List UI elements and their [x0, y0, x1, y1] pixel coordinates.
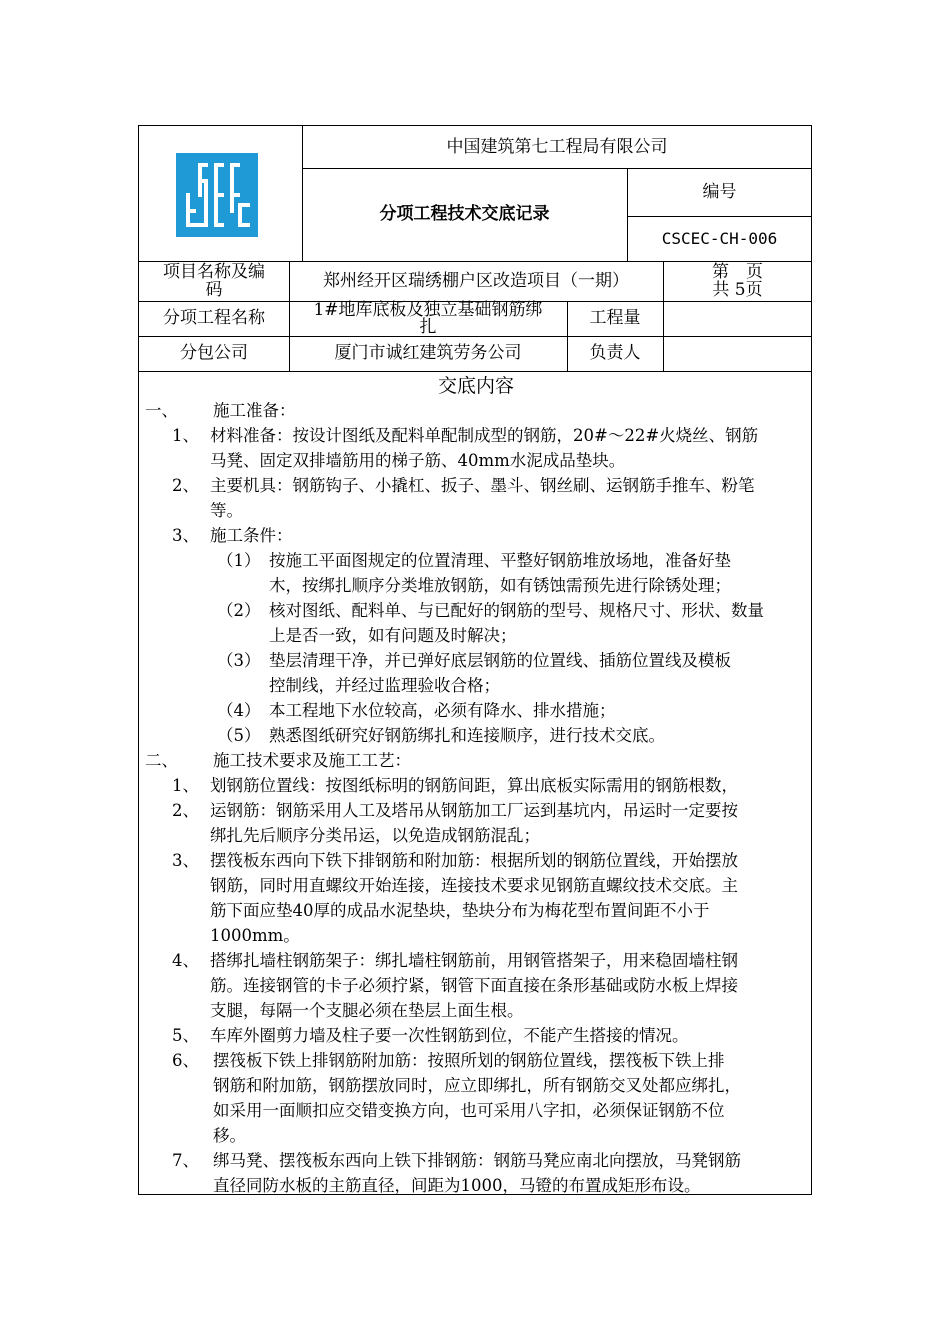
item-text: 搭绑扎墙柱钢筋架子：绑扎墙柱钢筋前，用钢管搭架子，用来稳固墙柱钢	[210, 951, 738, 970]
cscec-logo-mark	[176, 153, 258, 237]
project-label-line: 码	[205, 280, 223, 300]
responsible-label: 负责人	[589, 343, 641, 363]
item-text: 摆筏板东西向下铁下排钢筋和附加筋：根据所划的钢筋位置线，开始摆放	[210, 851, 738, 870]
item-number: 1、	[172, 426, 199, 445]
item-text: 支腿，每隔一个支腿必须在垫层上面生根。	[210, 1001, 524, 1020]
condition-number: （2）	[217, 601, 261, 620]
subitem-label: 分项工程名称	[163, 308, 265, 328]
subitem-value	[289, 301, 567, 336]
item-number: 3、	[172, 526, 199, 545]
item-number: 3、	[172, 851, 199, 870]
page-info	[663, 261, 812, 301]
subcontractor-value: 厦门市诚红建筑劳务公司	[334, 343, 522, 363]
item-text: 车库外圈剪力墙及柱子要一次性钢筋到位，不能产生搭接的情况。	[210, 1026, 689, 1045]
item-text: 主要机具：钢筋钩子、小撬杠、扳子、墨斗、钢丝刷、运钢筋手推车、粉笔	[210, 476, 755, 495]
item-text: 直径同防水板的主筋直径，间距为1000，马镫的布置成矩形布设。	[213, 1176, 701, 1195]
cscec-logo-icon	[176, 153, 258, 237]
section-title: 施工准备：	[213, 401, 296, 420]
divider	[139, 371, 812, 372]
item-text: 移。	[213, 1126, 246, 1145]
item-text: 运钢筋：钢筋采用人工及塔吊从钢筋加工厂运到基坑内，吊运时一定要按	[210, 801, 738, 820]
condition-text: 木，按绑扎顺序分类堆放钢筋，如有锈蚀需预先进行除锈处理；	[269, 576, 731, 595]
item-text: 绑扎先后顺序分类吊运，以免造成钢筋混乱；	[210, 826, 540, 845]
item-text: 摆筏板下铁上排钢筋附加筋：按照所划的钢筋位置线，摆筏板下铁上排	[213, 1051, 725, 1070]
content-heading: 交底内容	[437, 375, 514, 397]
condition-text: 控制线，并经过监理验收合格；	[269, 676, 500, 695]
item-number: 4、	[172, 951, 199, 970]
item-text: 划钢筋位置线：按图纸标明的钢筋间距，算出底板实际需用的钢筋根数，	[210, 776, 738, 795]
condition-text: 熟悉图纸研究好钢筋绑扎和连接顺序，进行技术交底。	[269, 726, 665, 745]
condition-text: 按施工平面图规定的位置清理、平整好钢筋堆放场地，准备好垫	[269, 551, 731, 570]
item-text: 施工条件：	[210, 526, 293, 545]
item-number: 6、	[172, 1051, 199, 1070]
item-text: 绑马凳、摆筏板东西向上铁下排钢筋：钢筋马凳应南北向摆放，马凳钢筋	[213, 1151, 741, 1170]
condition-text: 上是否一致，如有问题及时解决；	[269, 626, 517, 645]
section-number: 一、	[145, 401, 178, 420]
item-number: 2、	[172, 476, 199, 495]
condition-number: （1）	[217, 551, 261, 570]
condition-text: 垫层清理干净，并已弹好底层钢筋的位置线、插筋位置线及模板	[269, 651, 731, 670]
page-total: 共 5页	[712, 280, 763, 300]
condition-number: （3）	[217, 651, 261, 670]
document-title: 分项工程技术交底记录	[379, 204, 550, 224]
item-text: 钢筋，同时用直螺纹开始连接，连接技术要求见钢筋直螺纹技术交底。主	[210, 876, 738, 895]
item-number: 7、	[172, 1151, 199, 1170]
quantity-label: 工程量	[589, 308, 641, 328]
item-text: 等。	[210, 501, 243, 520]
item-text: 马凳、固定双排墙筋用的梯子筋、40mm水泥成品垫块。	[210, 451, 626, 470]
condition-number: （4）	[217, 701, 261, 720]
item-text: 1000mm。	[210, 926, 300, 945]
item-number: 1、	[172, 776, 199, 795]
item-text: 筋。连接钢管的卡子必须拧紧，钢管下面直接在条形基础或防水板上焊接	[210, 976, 738, 995]
responsible-value	[663, 336, 812, 371]
subitem-value-line: 扎	[419, 316, 437, 337]
subitem-value-line: 1#地库底板及独立基础钢筋绑	[313, 299, 543, 320]
quantity-value	[663, 301, 812, 336]
section-title: 施工技术要求及施工工艺：	[213, 751, 411, 770]
project-value: 郑州经开区瑞绣棚户区改造项目（一期）	[323, 270, 629, 291]
item-text: 材料准备：按设计图纸及配料单配制成型的钢筋，20#～22#火烧丝、钢筋	[210, 426, 759, 445]
condition-number: （5）	[217, 726, 261, 745]
form-table	[138, 125, 812, 1195]
condition-text: 核对图纸、配料单、与已配好的钢筋的型号、规格尺寸、形状、数量	[269, 601, 764, 620]
item-number: 5、	[172, 1026, 199, 1045]
project-label	[139, 261, 289, 301]
company-name: 中国建筑第七工程局有限公司	[446, 136, 668, 157]
item-text: 钢筋和附加筋，钢筋摆放同时，应立即绑扎，所有钢筋交叉处都应绑扎，	[213, 1076, 741, 1095]
item-text: 如采用一面顺扣应交错变换方向，也可采用八字扣，必须保证钢筋不位	[213, 1101, 725, 1120]
item-text: 筋下面应垫40厚的成品水泥垫块，垫块分布为梅花型布置间距不小于	[210, 901, 710, 920]
code-label: 编号	[702, 181, 737, 202]
project-label-line: 项目名称及编	[163, 262, 265, 282]
condition-text: 本工程地下水位较高，必须有降水、排水措施；	[269, 701, 616, 720]
section-number: 二、	[145, 751, 178, 770]
subcontractor-label: 分包公司	[180, 343, 248, 363]
code-value: CSCEC-CH-006	[661, 229, 778, 248]
item-number: 2、	[172, 801, 199, 820]
page-current: 第 页	[712, 262, 763, 282]
